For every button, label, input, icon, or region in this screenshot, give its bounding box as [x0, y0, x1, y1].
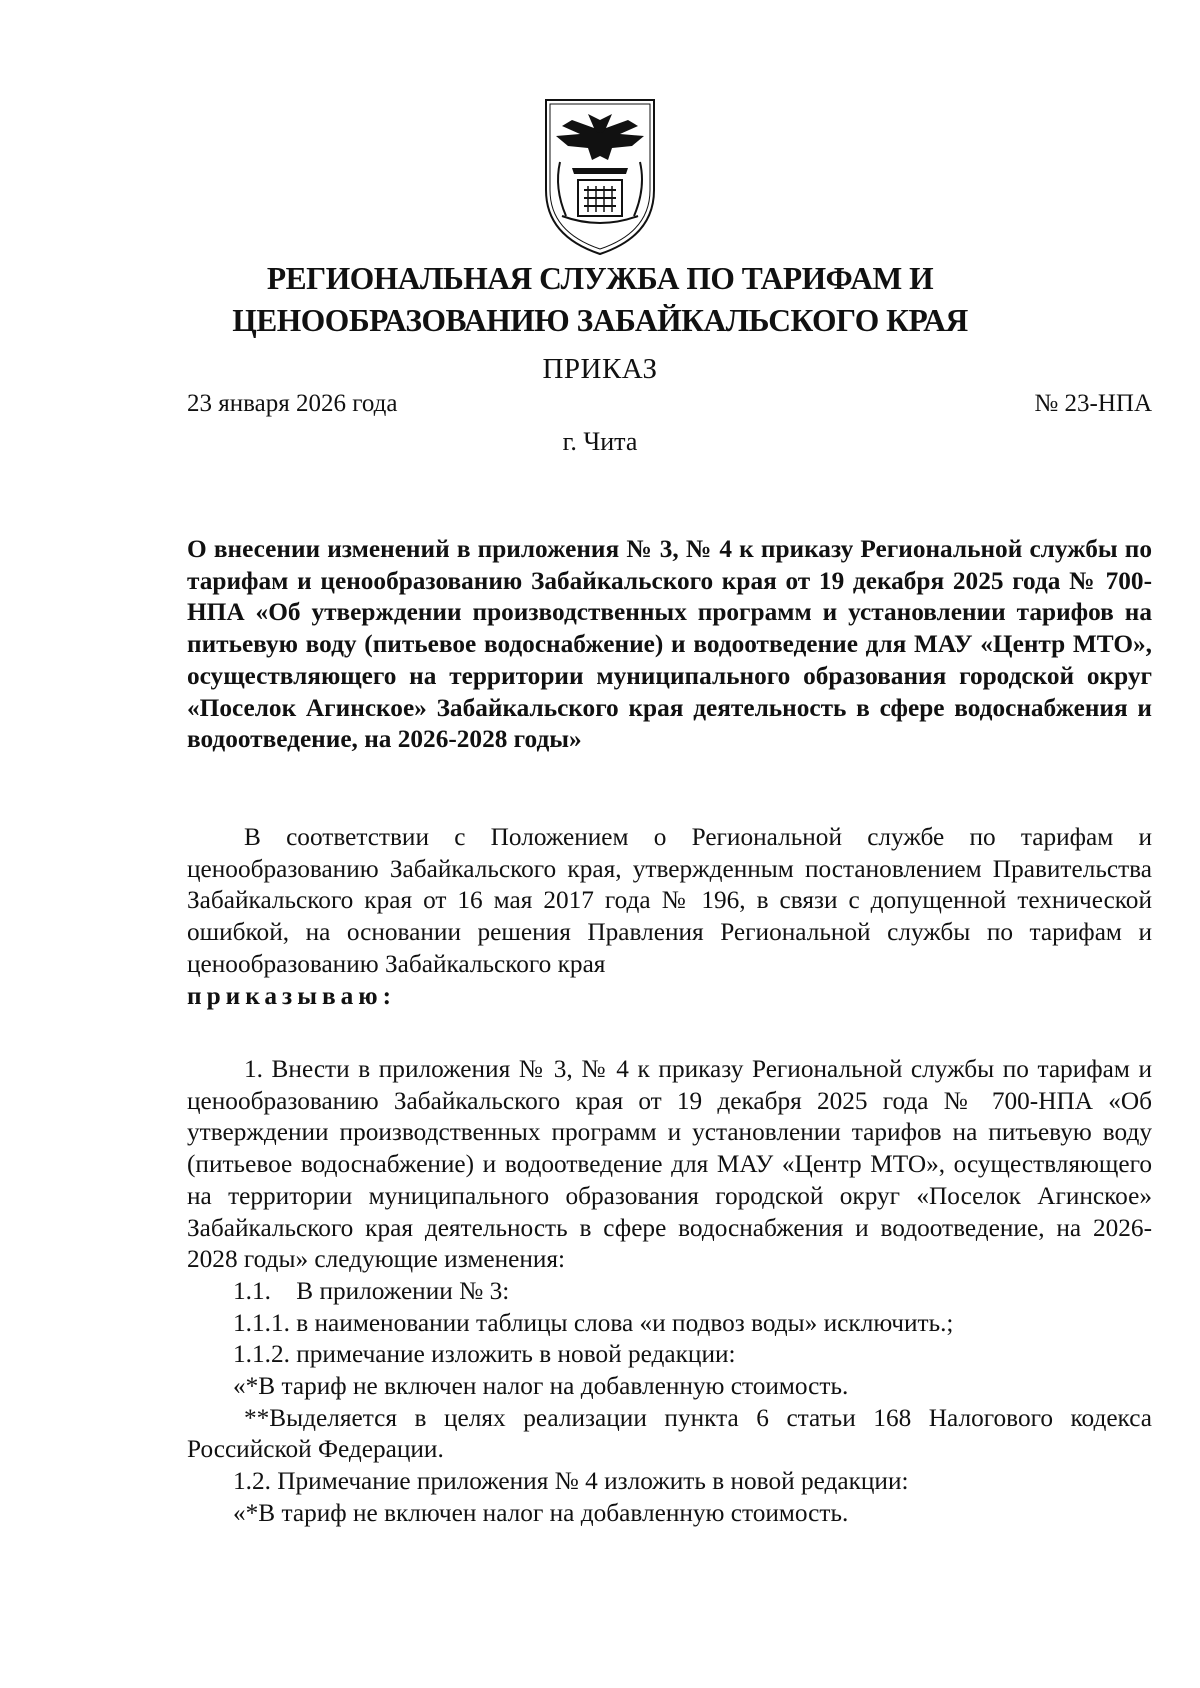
item-1: 1. Внести в приложения № 3, № 4 к приказу Региональной службы по тарифам и ценообразованию Забайкальского края от 19 декабря 2025 года № 700-НПА «Об утверждении производственных программ и установлении тарифов на питьевую воду (питьевое водоснабжение) и водоотведение для МАУ «Центр МТО», осуществляющего на территории муниципального образования городской округ «Поселок Агинское» Забайкальского края деятельность в сфере водоснабжения и водоотведение, на 2026-2028 годы» следующие изменения: — [187, 1055, 1152, 1274]
order-items — [187, 1054, 1152, 1530]
preamble — [187, 822, 1152, 1012]
item-1-1-1: 1.1.1. в наименовании таблицы слова «и подвоз воды» исключить.; — [233, 1308, 954, 1337]
note-vat-1: «*В тариф не включен налог на добавленную стоимость. — [233, 1372, 849, 1401]
note-vat-2: «*В тариф не включен налог на добавленную стоимость. — [233, 1498, 849, 1527]
item-1-2: 1.2. Примечание приложения № 4 изложить в новой редакции: — [233, 1467, 909, 1496]
item-1-1: 1.1. В приложении № 3: — [233, 1276, 510, 1305]
item-1-1-2: 1.1.2. примечание изложить в новой редакции: — [233, 1340, 736, 1369]
note-article-168: **Выделяется в целях реализации пункта 6 статьи 168 Налогового кодекса Российской Федерации. — [187, 1403, 1152, 1464]
directive-text: приказываю: — [187, 981, 397, 1010]
organization-title-line1: РЕГИОНАЛЬНАЯ СЛУЖБА ПО ТАРИФАМ И — [266, 261, 934, 296]
document-city: г. Чита — [562, 427, 638, 456]
document-number: № 23-НПА — [1034, 390, 1152, 417]
document-date: 23 января 2026 года — [187, 390, 398, 417]
document-subject — [187, 534, 1152, 756]
subject-text: О внесении изменений в приложения № 3, № 4 к приказу Региональной службы по тарифам и ценообразованию Забайкальского края от 19 декабря 2025 года № 700-НПА «Об утверждении производственных программ и установлении тарифов на питьевую воду (питьевое водоснабжение) и водоотведение для МАУ «Центр МТО», осуществляющего на территории муниципального образования городской округ «Поселок Агинское» Забайкальского края деятельность в сфере водоснабжения и водоотведение, на 2026-2028 годы» — [187, 535, 1152, 754]
organization-title-line2: ЦЕНООБРАЗОВАНИЮ ЗАБАЙКАЛЬСКОГО КРАЯ — [232, 303, 968, 338]
preamble-text: В соответствии с Положением о Региональной службе по тарифам и ценообразованию Забайкальского края, утвержденным постановлением Правительства Забайкальского края от 16 мая 2017 года № 196, в связи с допущенной технической ошибкой, на основании решения Правления Региональной службы по тарифам и ценообразованию Забайкальского края — [187, 823, 1152, 978]
organization-title — [120, 258, 1080, 342]
coat-of-arms-emblem — [532, 98, 668, 258]
document-type: ПРИКАЗ — [542, 353, 658, 385]
